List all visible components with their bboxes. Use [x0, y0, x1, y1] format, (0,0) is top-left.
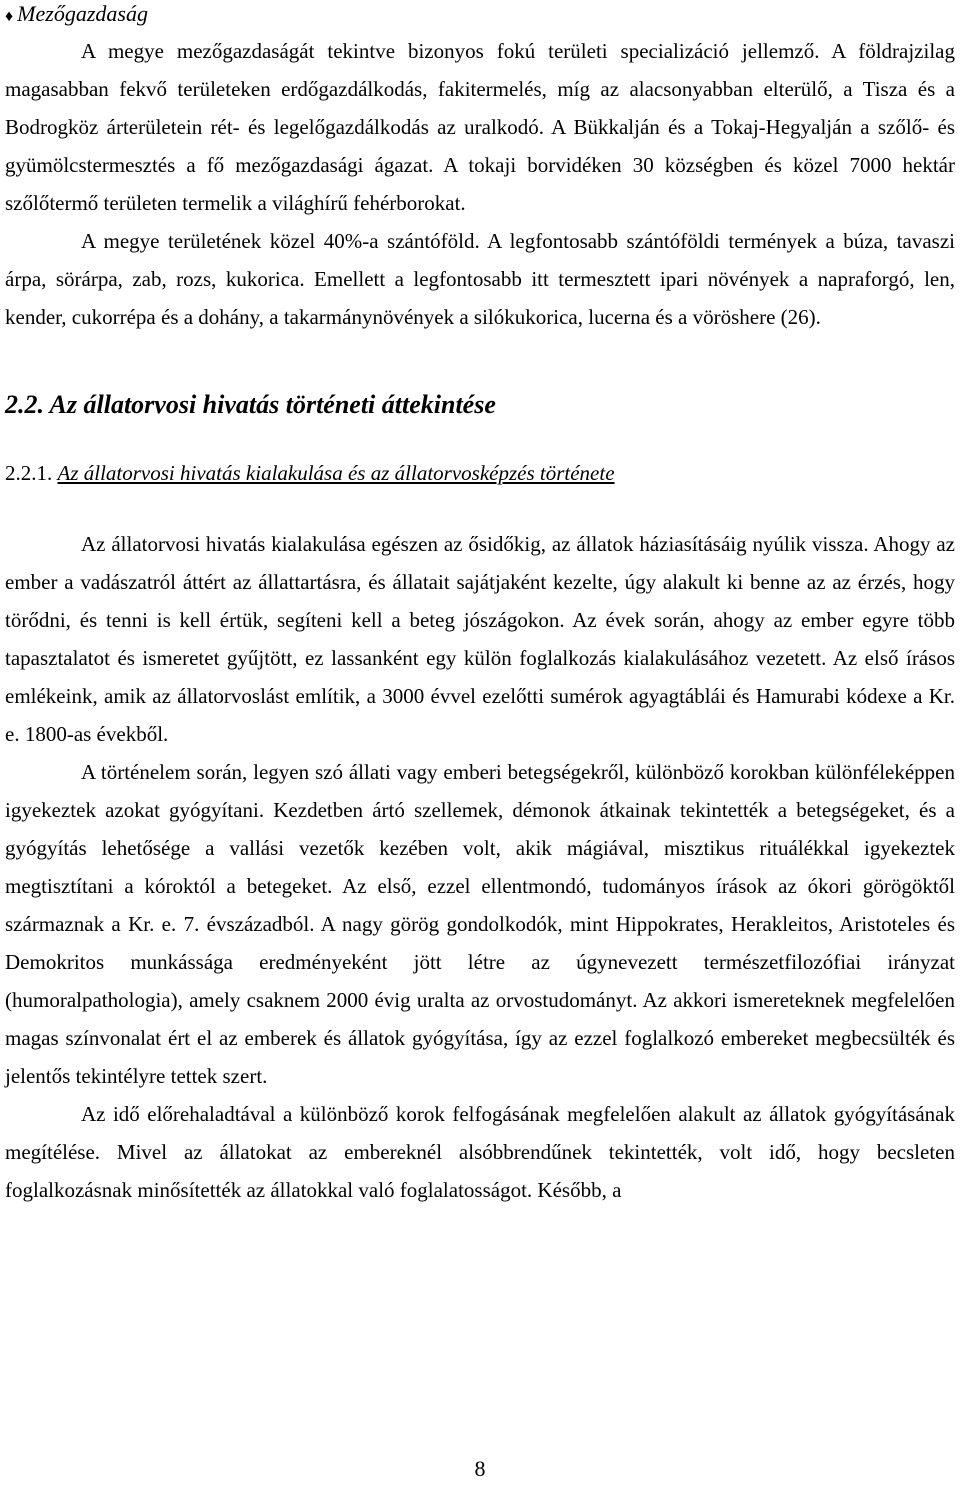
body-paragraph-3: Az idő előrehaladtával a különböző korok felfogásának megfelelően alakult az állatok gyógyításának megítélése. Mivel az állatokat az embereknél alsóbbrendűnek tekintették, volt idő, hogy becsleten foglalkozásnak minősítették az állatokkal való foglalatosságot. Később, a — [5, 1102, 955, 1202]
agriculture-paragraph-2: A megye területének közel 40%-a szántóföld. A legfontosabb szántóföldi termények a búza, tavaszi árpa, sörárpa, zab, rozs, kukorica. Emellett a legfontosabb itt termesztett ipari növények a napraforgó, len, kender, cukorrépa és a dohány, a takarmánynövények a silókukorica, lucerna és a vöröshere (26). — [5, 229, 955, 329]
heading-2-2-1-number: 2.2.1. — [5, 461, 53, 485]
agriculture-paragraph-1: A megye mezőgazdaságát tekintve bizonyos fokú területi specializáció jellemző. A földrajzilag magasabban fekvő területeken erdőgazdálkodás, fakitermelés, míg az alacsonyabban elterülő, a Tisza és a Bodrogköz árterületein rét- és legelőgazdálkodás az uralkodó. A Bükkalján és a Tokaj-Hegyalján a szőlő- és gyümölcstermesztés a fő mezőgazdasági ágazat. A tokaji borvidéken 30 községben és közel 7000 hektár szőlőtermő területen termelik a világhírű fehérborokat. — [5, 39, 955, 215]
document-page — [5, 0, 955, 1209]
body-paragraph-1: Az állatorvosi hivatás kialakulása egészen az ősidőkig, az állatok háziasításáig nyúlik vissza. Ahogy az ember a vadászatról áttért az állattartásra, és állatait sajátjaként kezelte, úgy alakult ki benne az az érzés, hogy törődni, és tenni is kell értük, segíteni kell a beteg jószágokon. Az évek során, ahogy az ember egyre több tapasztalatot és ismeretet gyűjtött, ez lassanként egy külön foglalkozás kialakulásához vezetett. Az első írásos emlékeink, amik az állatorvoslást említik, a 3000 évvel ezelőtti sumérok agyagtáblái és Hamurabi kódexe a Kr. e. 1800-as évekből. — [5, 532, 955, 746]
heading-2-2: 2.2. Az állatorvosi hivatás történeti áttekintése — [5, 390, 496, 419]
section-heading-agriculture — [5, 0, 955, 31]
body-paragraph-2: A történelem során, legyen szó állati vagy emberi betegségekről, különböző korokban különféleképpen igyekeztek azokat gyógyítani. Kezdetben ártó szellemek, démonok átkainak tekintették a betegségeket, és a gyógyítás lehetősége a vallási vezetők kezében volt, akik mágiával, misztikus rituálékkal igyekeztek megtisztítani a kóroktól a betegeket. Az első, ezzel ellentmondó, tudományos írások az ókori görögöktől származnak a Kr. e. 7. évszázadból. A nagy görög gondolkodók, mint Hippokrates, Herakleitos, Aristoteles és Demokritos munkássága eredményeként jött létre az úgynevezett természetfilozófiai irányzat (humoralpathologia), amely csaknem 2000 évig uralta az orvostudományt. Az akkori ismereteknek megfelelően magas színvonalat ért el az emberek és állatok gyógyítása, így az ezzel foglalkozó embereket megbecsülték és jelentős tekintélyre tettek szert. — [5, 760, 955, 1088]
page-number: 8 — [474, 1456, 486, 1481]
diamond-bullet-icon: ♦ — [5, 8, 14, 25]
heading-2-2-1 — [5, 458, 955, 488]
section-heading-text: Mezőgazdaság — [17, 1, 148, 26]
heading-2-2-1-title: Az állatorvosi hivatás kialakulása és az állatorvosképzés története — [57, 461, 615, 485]
